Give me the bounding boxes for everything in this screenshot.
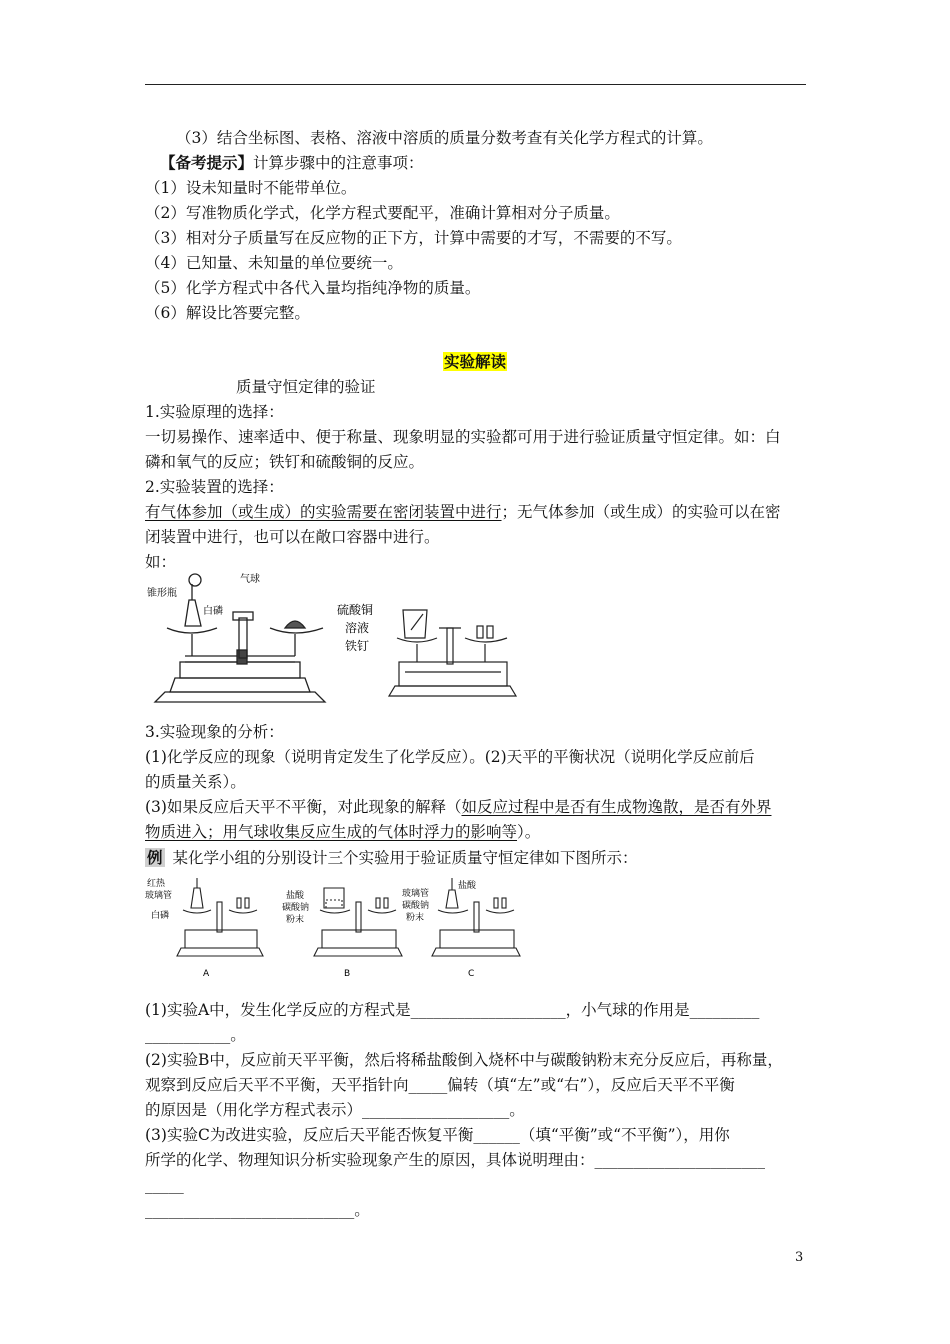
body-text: (3)如果反应后天平不平衡，对此现象的解释（: [145, 798, 462, 816]
figc-label-2: 盐酸: [458, 881, 477, 891]
note-3: （3）相对分子质量写在反应物的正下方，计算中需要的才写，不需要的不写。: [145, 229, 682, 247]
note-6: （6）解设比答要完整。: [145, 304, 310, 322]
tip-text: 计算步骤中的注意事项：: [253, 154, 424, 172]
balance-copper-sulfate-figure: [335, 600, 520, 700]
figb-label-3: 粉末: [286, 915, 305, 925]
question-2-cont: 观察到反应后天平不平衡，天平指针向_____偏转（填“左”或“右”），反应后天平不平衡: [145, 1076, 735, 1094]
example-tag: 例: [147, 848, 163, 867]
question-3-cont: _____: [145, 1176, 184, 1194]
text-line: （3）结合坐标图、表格、溶液中溶质的质量分数考查有关化学方程式的计算。: [176, 129, 713, 147]
flask-label: 锥形瓶: [147, 588, 177, 599]
note-4: （4）已知量、未知量的单位要统一。: [145, 254, 403, 272]
question-3: (3)实验C为改进实验，反应后天平能否恢复平衡______（填“平衡”或“不平衡”），用你: [145, 1126, 730, 1144]
body-line: 闭装置中进行，也可以在敞口容器中进行。: [145, 528, 440, 546]
underlined-text: 用气球收集反应生成的气体时浮力的影响等: [222, 823, 518, 841]
question-3-cont: 所学的化学、物理知识分析实验现象产生的原因，具体说明理由：______________________: [145, 1151, 766, 1169]
cuso4-label-3: 铁钉: [345, 639, 370, 653]
body-line: 2.实验装置的选择：: [145, 478, 284, 496]
question-2: (2)实验B中，反应前天平平衡，然后将稀盐酸倒入烧杯中与碳酸钠粉末充分反应后，再称量，: [145, 1051, 783, 1069]
figb-label-1: 盐酸: [286, 891, 305, 901]
body-line: 如：: [145, 553, 177, 571]
figa-label-1: 红热: [147, 879, 166, 889]
question-1-cont: ___________。: [145, 1026, 246, 1044]
figb-caption: B: [344, 969, 351, 979]
body-line: 3.实验现象的分析：: [145, 723, 284, 741]
figb-label-2: 碳酸钠: [282, 903, 310, 913]
header-rule: [145, 84, 806, 85]
question-3-cont: ___________________________。: [145, 1201, 370, 1219]
tip-label: 【备考提示】: [160, 153, 254, 172]
body-line: [145, 822, 540, 842]
body-text: ）。: [517, 823, 541, 841]
cuso4-label-1: 硫酸铜: [337, 603, 374, 617]
figc-caption: C: [468, 969, 475, 979]
figa-label-3: 白磷: [151, 911, 170, 921]
body-line: [145, 502, 781, 522]
note-5: （5）化学方程式中各代入量均指纯净物的质量。: [145, 279, 481, 297]
section-title: 实验解读: [443, 352, 506, 371]
underlined-text: 如反应过程中是否有生成物逸散，是否有外界: [461, 798, 772, 816]
underlined-text: 有气体参加（或生成）的实验需要在密闭装置中进行: [145, 503, 502, 521]
example-line: [145, 848, 638, 868]
note-2: （2）写准物质化学式，化学方程式要配平，准确计算相对分子质量。: [145, 204, 620, 222]
figa-caption: A: [203, 969, 210, 979]
figc-label-3: 碳酸钠: [402, 901, 430, 911]
question-1: (1)实验A中，发生化学反应的方程式是____________________，小气球的作用是_________: [145, 1001, 760, 1019]
underlined-text: 物质进入；: [145, 823, 223, 841]
subtitle: 质量守恒定律的验证: [236, 378, 376, 396]
balloon-label: 气球: [240, 574, 260, 585]
body-line: 1.实验原理的选择：: [145, 403, 284, 421]
note-1: （1）设未知量时不能带单位。: [145, 179, 357, 197]
cuso4-label-2: 溶液: [345, 621, 370, 635]
figure-b: [282, 874, 412, 982]
figure-c: [400, 874, 530, 982]
phosphorus-label: 白磷: [203, 606, 223, 617]
body-line: (1)化学反应的现象（说明肯定发生了化学反应）。(2)天平的平衡状况（说明化学反应前后: [145, 748, 755, 766]
body-line: 的质量关系）。: [145, 773, 246, 791]
body-text: ；无气体参加（或生成）的实验可以在密: [501, 503, 781, 521]
figure-a: [145, 874, 265, 982]
figa-label-2: 玻璃管: [145, 891, 173, 901]
question-2-cont: 的原因是（用化学方程式表示）___________________。: [145, 1101, 525, 1119]
example-text: 某化学小组的分别设计三个实验用于验证质量守恒定律如下图所示：: [172, 849, 638, 867]
body-line: [145, 797, 771, 817]
figc-label-4: 粉末: [406, 913, 425, 923]
figc-label-1: 玻璃管: [402, 889, 430, 899]
body-line: 磷和氧气的反应；铁钉和硫酸铜的反应。: [145, 453, 425, 471]
body-line: 一切易操作、速率适中、便于称量、现象明显的实验都可用于进行验证质量守恒定律。如：白: [145, 428, 781, 446]
page-number: 3: [795, 1250, 804, 1265]
tip-line: [160, 153, 424, 173]
section-title-wrap: [0, 352, 950, 372]
balance-flask-figure: [145, 570, 335, 705]
